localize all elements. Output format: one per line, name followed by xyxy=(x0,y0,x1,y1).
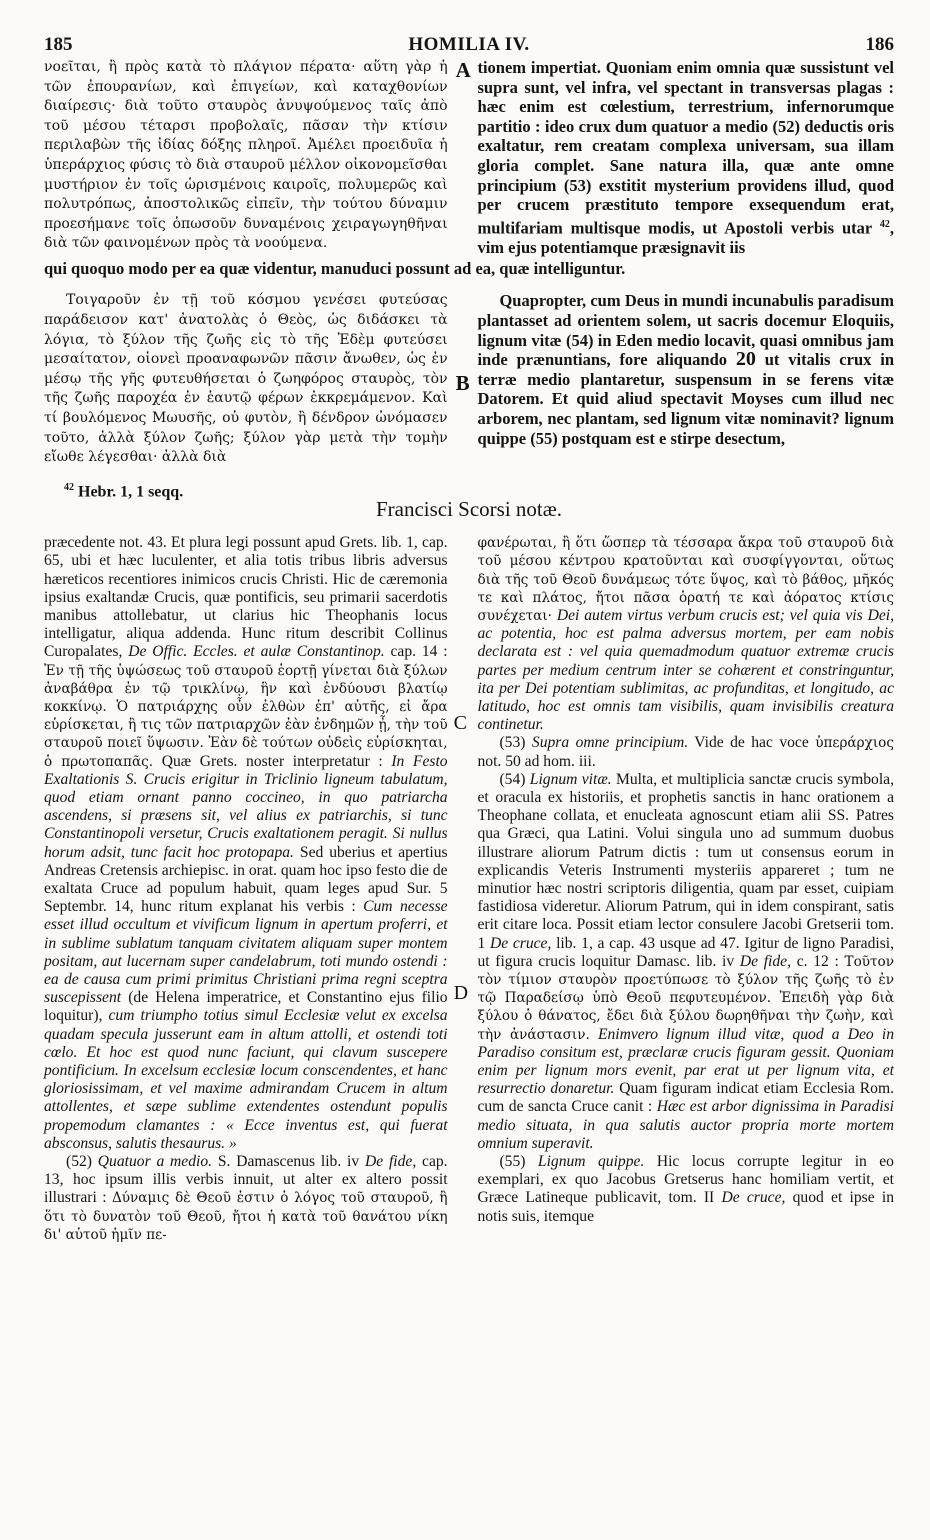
greek-column-1 xyxy=(44,58,448,257)
running-header xyxy=(44,30,894,58)
notes-right-column xyxy=(477,534,894,1244)
latin-text-2 xyxy=(477,291,894,448)
latin-text-1-body: tionem impertiat. Quoniam enim omnia quæ sussistunt vel supra sunt, vel infra, vel spectant in transversas plagas : hæc enim est cœlestium, terrestrium, infernorumque partitio : ideo crux dum quatuor a medio (52) deductis oris exaltatur, rem creatam complexa universam, sua illam gloria complet. Sane natura illa, quæ ante omne principium (53) exstitit mysterium providens illud, quod per crucem præstituto tempore exsequendum erat, multifariam multisque modis, ut Apostoli verbis utar xyxy=(477,58,894,238)
note-italic: Dei autem virtus verbum crucis est; vel quia vis Dei, ac potentia, hoc est palma adversus mortem, per eam nobis declarata est : vel quia quemadmodum quatuor extremæ crucis partes per medium centrum inter se cohærent et constringuntur, ita per Dei potentiam sublimitas, ac profunditas, et longitudo, ac latitudo, hoc est omnis tam visibilis, quam invisibilis creatura continetur. xyxy=(477,606,894,734)
note-text: Hic locus corrupte legitur in eo exemplari, ex quo Jacobus Gretserus hanc homiliam vertit, et Græce Latineque publicavit, tom. II xyxy=(477,1153,894,1207)
latin-ref-42: 42 xyxy=(879,218,890,230)
note-lemma: Supra omne principium. xyxy=(531,734,689,752)
greek-text-2: Τοιγαροῦν ἐν τῇ τοῦ κόσμου γενέσει φυτεύσας παράδεισον κατ' ἀνατολὰς ὁ Θεὸς, ὡς διδάσκει τὰ λόγια, τὸ ξύλον τῆς ζωῆς εἰς τὸ τῆς Ἐδὲμ φυτεύσει μεσαίτατον, οἱονεὶ προαναφωνῶν πᾶσιν ἄνωθεν, ὡς ἐν μέσῳ τῆς γῆς φυτευθήσεται ὁ ζωηφόρος σταυρὸς, τὸν τῆς ζωῆς παροχέα ἐν ἑαυτῷ φέρων ἐκκρεμάμενον. Καὶ τί βουλόμενος Μωυσῆς, οὐ φυτὸν, ἢ δένδρον ὠνόμασεν τοῦτο, ἀλλὰ ξύλον ζωῆς; ξύλον γὰρ μετὰ τὴν τομὴν εἴωθε λέγεσθαι· ἀλλὰ διὰ xyxy=(44,292,448,466)
marginal-number: 20 xyxy=(735,348,756,371)
notes-heading: Francisci Scorsi notæ. xyxy=(375,497,563,522)
note-text: quod et ipse in notis suis, itemque xyxy=(477,1189,894,1225)
notes-gutter xyxy=(448,534,478,1244)
note-text: not. 50 ad hom. iii. xyxy=(477,752,596,770)
latin-text-2b: ut vitalis crux in terræ medio plantaretur, suspensum in se ferens vitæ Datorem. Et quid aliud spectavit Moyses cum illud nec arborem, nec plantam, sed lignum vitæ nominavit? lignum quippe (55) postquam est e stirpe desectum, xyxy=(477,350,894,448)
note-text: S. Damascenus lib. iv xyxy=(217,1153,360,1171)
note-number: (53) xyxy=(499,734,526,752)
full-width-line: qui quoquo modo per ea quæ videntur, manuduci possunt ad ea, quæ intelliguntur. xyxy=(44,259,626,279)
note-greek: ὑπεράρχιος xyxy=(815,735,894,752)
note-italic: De fide, xyxy=(364,1153,417,1171)
note-text: cap. 13, hoc ipsum illis verbis innuit, ut alter ex altero possit illustrari : xyxy=(44,1153,448,1207)
note-italic: De Offic. Eccles. et aulæ Constantinop. xyxy=(128,643,385,661)
note-lemma: Quatuor a medio. xyxy=(97,1153,213,1171)
latin-text-2a: Quapropter, cum Deus in mundi incunabulis paradisum plantasset ad orientem solem, ut sacris docemur Eloquiis, lignum vitæ (54) in Eden medio locavit, quasi omnibus jam inde prænuntians, fore aliquando xyxy=(477,291,894,370)
note-55 xyxy=(477,1153,894,1226)
note-text: Sed uberius et apertius Andreas Cretensis archiepisc. in orat. quam hoc ipso festo die de exaltata Cruce ad populum habuit, quam leges apud Sur. 5 Septembr. 14, hunc ritum explanat his verbis : xyxy=(44,843,448,916)
note-text: Quam figuram indicat etiam Ecclesia Rom. cum de sancta Cruce canit : xyxy=(477,1080,894,1116)
note-greek: Ἐν τῇ τῆς ὑψώσεως τοῦ σταυροῦ ἑορτῇ γίνεται διὰ ξύλων ἀναβάθρα ἐν τῷ τρικλίνῳ, ἣν καὶ ἐνδύουσι βλατίῳ κοκκίνῳ. Ὁ πατριάρχης οὖν ἐλθὼν ἐπ' αὐτῆς, εἰ ἄρα εὑρίσκεται, ἢ τις τῶν πατριαρχῶν ἐὰν ἐνδημῶν ᾖ, τὴν τοῦ σταυροῦ ποιεῖ ὕψωσιν. Ἐὰν δὲ τούτων οὐδεὶς εὑρίσκηται, ὁ πρωτοπαπᾶς. xyxy=(44,662,448,770)
note-text: (de Helena imperatrice, et Constantino ejus filio loquitur), xyxy=(44,989,448,1025)
gutter-1 xyxy=(448,58,478,257)
note-lemma: Lignum quippe. xyxy=(537,1153,645,1171)
latin-text-1 xyxy=(477,58,894,257)
note-italic: Enimvero lignum illud vitæ, quod a Deo in Paradiso consitum est, præclaræ crucis figuram gessit. Quoniam enim per lignum mors evenit, par erat ut per lignum vita, et resurrectio donaretur. xyxy=(477,1025,894,1098)
note-number: (54) xyxy=(499,770,526,788)
note-54 xyxy=(477,771,894,1153)
note-greek: φανέρωται, ἢ ὅτι ὥσπερ τὰ τέσσαρα ἄκρα τοῦ σταυροῦ διὰ τοῦ μέσου κέντρου κρατοῦνται καὶ συσφίγγονται, οὕτως διὰ τῆς τοῦ Θεοῦ δυνάμεως τότε ὕψος, καὶ τὸ βάθος, μῆκός τε καὶ πλάτος, ἤτοι πᾶσα ὁρατή τε καὶ ἀόρατος κτίσις συνέχεται· xyxy=(477,535,894,624)
text-section-1 xyxy=(44,58,894,257)
note-italic: cum triumpho totius simul Ecclesiæ velut ex excelsa quadam specula jusserunt eam in altum attolli, et ostendi toti cœlo. Et hoc est quod nunc faciunt, qui clavum suscepere pontificium. In excelsum ecclesiæ locum conscendentes, et hanc gloriosissimam, et vel maxime admirandam Crucem in altum attollentes, et sæpe sublime extendentes ostendunt populis propemodum clamantes : « Ecce inventus est, qui fuerat absconsus, salutis thesaurus. » xyxy=(44,1007,448,1152)
greek-column-2 xyxy=(44,291,448,467)
note-text: c. 12 : xyxy=(796,952,839,970)
latin-text-1-end: , vim ejus potentiamque præsignavit iis xyxy=(477,218,894,257)
note-greek: Δύναμις δὲ Θεοῦ ἐστιν ὁ λόγος τοῦ σταυροῦ, ἢ ὅτι τὸ δυνατὸν τοῦ Θεοῦ, ἤτοι ἡ κατὰ τοῦ θανάτου νίκη δι' αὐτοῦ ἡμῖν πε- xyxy=(44,1190,448,1243)
note-italic: Cum necesse esset illud occultum et vivificum lignum in apertum proferri, et in sublime sublatum tanquam civitatem aliquam super montem positam, aut lucernam super candelabrum, toti mundo ostendi : ea de causa cum primi primitus Christiani prima regni sceptra suscepissent xyxy=(44,898,448,1007)
page-number-left: 185 xyxy=(44,34,73,55)
footnote-text: Hebr. 1, 1 seqq. xyxy=(78,483,184,501)
note-53 xyxy=(477,734,894,770)
note-greek: Τοῦτον τὸν τίμιον σταυρὸν προετύπωσε τὸ ξύλον τῆς ζωῆς τὸ ἐν τῷ Παραδείσῳ ὑπὸ Θεοῦ πεφυτευμένον. Ἐπειδὴ γὰρ διὰ ξύλου ὁ θάνατος, ἔδει διὰ ξύλου δωρηθῆναι τὴν ζωὴν, καὶ τὴν ἀνάστασιν. xyxy=(477,953,894,1043)
note-text: Multa, et multiplicia sanctæ crucis symbola, et oracula ex historiis, et prophetis sanctis in hanc orationem a Theophane collata, et enucleata agnoscunt etiam alii SS. Patres qua Græci, qua Latini. Volui singula uno ad summum duobus illustrare aliorum Patrum dictis : tum ut consensus eorum in explicandis Veteris Instrumenti mysteriis appareret ; tum ne minutior hæc nostri scriptoris diligentia, quam par esset, cuipiam fastidiosa videretur. Aliorum Patrum, qui in idem conspirant, satis erit citare loca. Possit etiam lector consulere Jacobi Gretserii tom. 1 xyxy=(477,770,894,952)
page-title: HOMILIA IV. xyxy=(408,34,530,55)
note-number: (55) xyxy=(499,1153,526,1171)
notes-section xyxy=(44,534,894,1244)
gutter-2 xyxy=(448,291,478,467)
note-text: lib. 1, a cap. 43 usque ad 47. Igitur de ligno Paradisi, ut figura crucis loquitur Damasc. lib. iv xyxy=(477,934,895,970)
marker-d: D xyxy=(453,982,469,1005)
text-section-2 xyxy=(44,291,894,467)
note-italic: Hæc est arbor dignissima in Paradisi medio situata, in qua salutis auctor propria morte mortem omnium superavit. xyxy=(477,1098,895,1152)
note-52-continuation xyxy=(477,534,894,734)
note-number: (52) xyxy=(66,1153,92,1171)
note-italic: In Festo Exaltationis S. Crucis erigitur in Triclinio ligneum tabulatum, quod etiam ornant panno coccineo, in quo patriarcha ascendens, si præsens sit, vel alius ex patriarchis, si tunc Constantinopoli versetur, Crucis exaltationem peragit. Si nullus horum adsit, tunc facit hoc protopapa. xyxy=(44,752,448,861)
marker-a: A xyxy=(455,58,471,82)
note-italic: De cruce, xyxy=(721,1189,786,1207)
page-number-right: 186 xyxy=(865,34,894,55)
note-52 xyxy=(44,1153,448,1244)
note-text: præcedente not. 43. Et plura legi possunt apud Grets. lib. 1, cap. 65, ubi et hæc luculenter, et alia totis tribus libris adversus hæreticos recentiores inimicos crucis Christi. Hic de cæremonia ipsius exaltandæ Crucis, quæ pontificis, seu primarii sacerdotis manibus attollebatur, ut clarius hic Theophanis locus intelligatur, aliqua addenda. Hunc ritum describit Collinus Curopalates, xyxy=(44,534,448,661)
note-lemma: Lignum vitæ. xyxy=(529,770,612,788)
note-text: Quæ Grets. noster interpretatur : xyxy=(161,752,383,770)
note-continuation xyxy=(44,534,448,1153)
marker-b: B xyxy=(455,371,470,396)
note-text: Vide de hac voce xyxy=(694,734,809,752)
note-text: cap. 14 : xyxy=(390,643,448,661)
note-italic: De fide, xyxy=(739,952,791,970)
notes-left-column xyxy=(44,534,448,1244)
footnote-number: 42 xyxy=(64,481,74,493)
latin-column-2 xyxy=(477,291,894,467)
marker-c: C xyxy=(453,712,467,735)
note-italic: De cruce, xyxy=(489,934,552,952)
latin-column-1 xyxy=(477,58,894,257)
greek-text-1: νοεῖται, ἢ πρὸς κατὰ τὸ πλάγιον πέρατα· αὕτη γὰρ ἡ τῶν ἐπουρανίων, καὶ ἐπιγείων, καὶ καταχθονίων διαίρεσις· διὰ τοῦτο σταυρὸς ἀνυψούμενος ταῖς ἀπὸ τοῦ μέσου τέταρσι προβολαῖς, πᾶσαν τὴν κτίσιν περιλαβὼν τῆς ἰδίας δόξης πληροῖ. Ἀμέλει προειδυῖα ἡ ὑπεράρχιος φύσις τὸ διὰ σταυροῦ μέλλον οἰκονομεῖσθαι μυστήριον ἐν τοῖς ὡρισμένοις καιροῖς, πολυμερῶς καὶ πολυτρόπως, ἀποστολικῶς εἰπεῖν, τὴν τούτου δύναμιν προεσήμανε τοῖς ὁπωσοῦν δυναμένοις χειραγωγηθῆναι διὰ τῶν φαινομένων πρὸς τὰ νοούμενα. xyxy=(44,59,448,252)
